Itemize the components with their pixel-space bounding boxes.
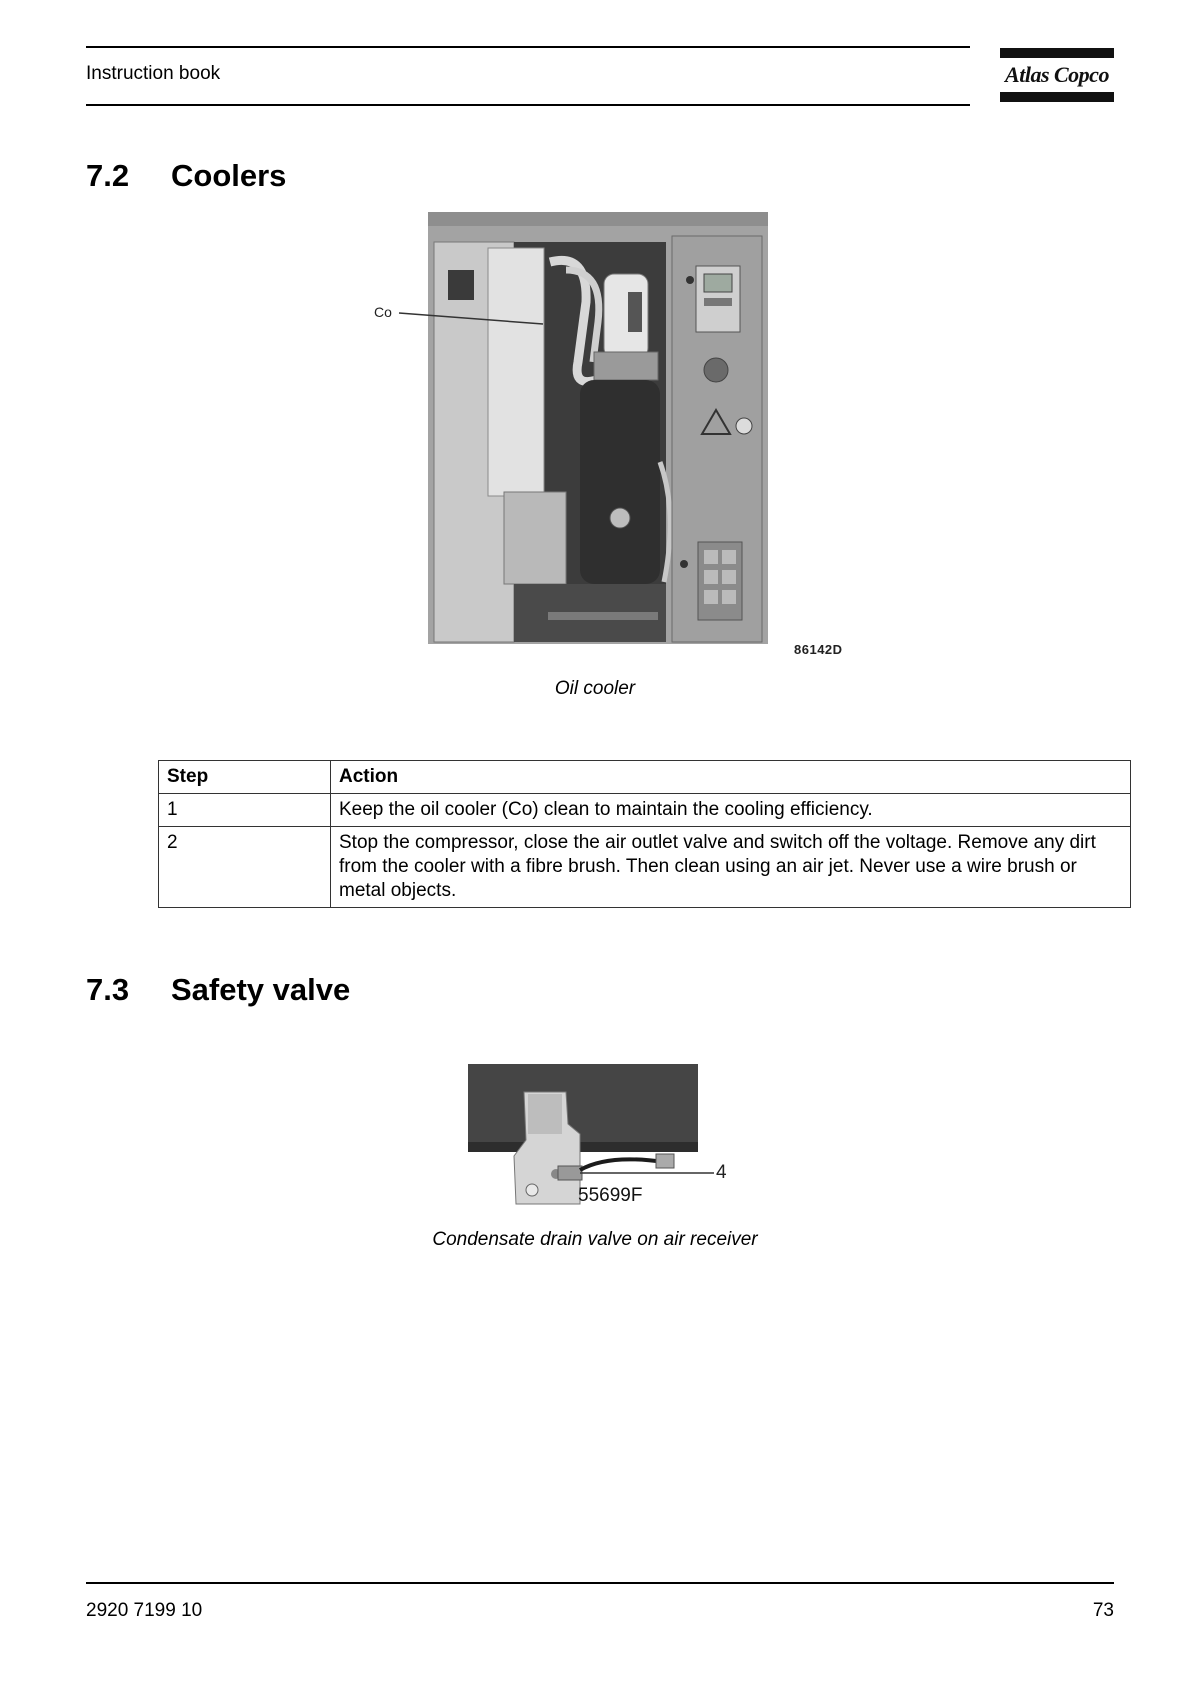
footer-rule [86, 1582, 1114, 1584]
table-cell-action: Stop the compressor, close the air outlet valve and switch off the voltage. Remove any dirt from the cooler with a fibre brush. Then clean using an air jet. Never use a wire brush or metal objects. [331, 827, 1131, 908]
callout-line-co [395, 300, 545, 330]
header-bottom-rule [86, 104, 970, 106]
atlas-copco-logo [1000, 48, 1114, 104]
table-header-action: Action [331, 761, 1131, 794]
callout-label-4: 4 [716, 1162, 727, 1183]
figure-code-oil-cooler: 86142D [794, 642, 843, 657]
header-top-rule [86, 46, 970, 48]
section-title: Safety valve [171, 972, 351, 1007]
footer-doc-number: 2920 7199 10 [86, 1600, 203, 1621]
section-number: 7.3 [86, 972, 130, 1007]
table-cell-action: Keep the oil cooler (Co) clean to maintain the cooling efficiency. [331, 794, 1131, 827]
header-title: Instruction book [86, 63, 221, 84]
section-title: Coolers [171, 158, 287, 193]
section-heading-coolers [86, 158, 686, 198]
table-row [159, 827, 1131, 908]
svg-text:Atlas Copco: Atlas Copco [1005, 62, 1109, 87]
figure-caption-oil-cooler: Oil cooler [554, 678, 636, 699]
table-cell-step: 1 [159, 794, 331, 827]
figure-caption-drain-valve: Condensate drain valve on air receiver [432, 1229, 758, 1250]
table-row [159, 794, 1131, 827]
table-header-row [159, 761, 1131, 794]
callout-label-co: Co [374, 304, 392, 320]
oil-cooler-photo [428, 212, 768, 644]
section-heading-safety-valve [86, 972, 686, 1012]
figure-code-drain-valve: 55699F [578, 1185, 643, 1206]
cooler-steps-table [158, 760, 1131, 908]
callout-line-4 [580, 1168, 720, 1178]
section-number: 7.2 [86, 158, 130, 193]
footer-page-number: 73 [1092, 1600, 1114, 1621]
table-header-step: Step [159, 761, 331, 794]
table-cell-step: 2 [159, 827, 331, 908]
